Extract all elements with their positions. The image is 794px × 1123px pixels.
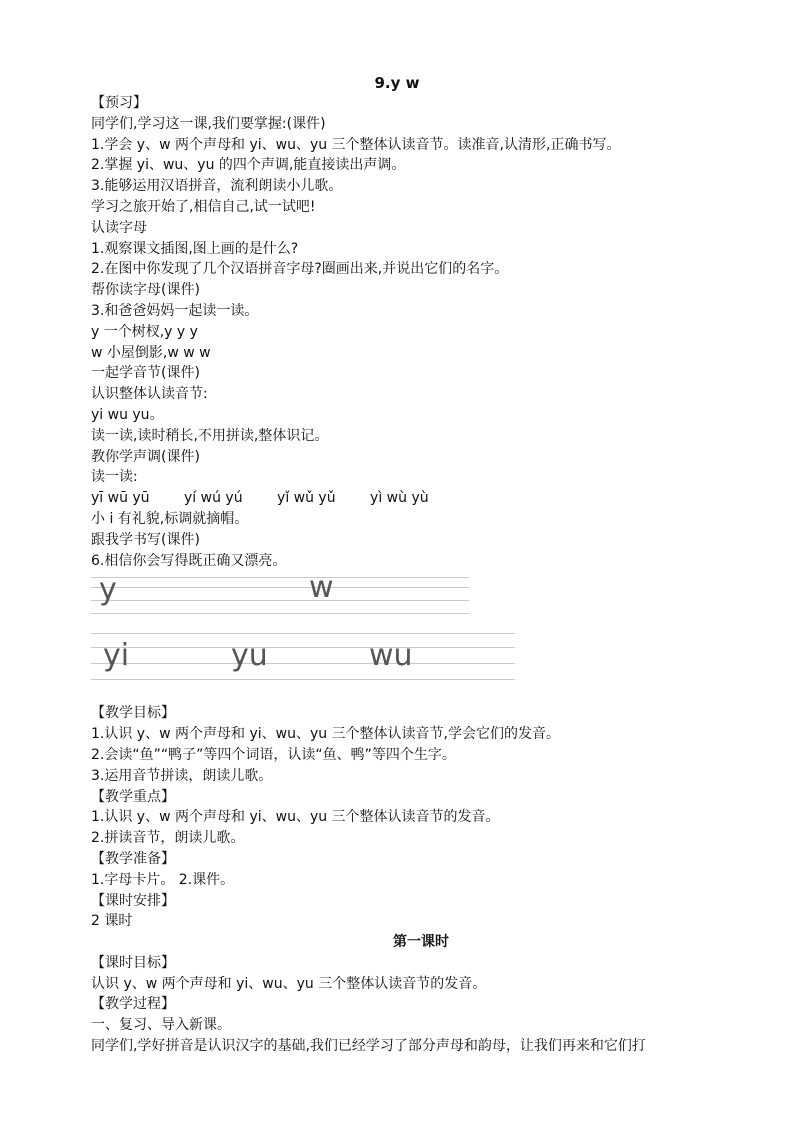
text-line: 2.掌握 yi、wu、yu 的四个声调,能直接读出声调。: [91, 157, 406, 174]
page-title: 9.y w: [374, 74, 420, 92]
text-line: 学习之旅开始了,相信自己,试一试吧!: [91, 198, 316, 215]
text-line: 2.在图中你发现了几个汉语拼音字母?圈画出来,并说出它们的名字。: [91, 261, 509, 278]
text-line: 读一读,读时稍长,不用拼读,整体识记。: [91, 427, 329, 444]
writing-grid-row-2: [91, 631, 515, 691]
text-line: 2.拼读音节，朗读儿歌。: [91, 830, 245, 847]
text-line: 【教学目标】: [91, 705, 175, 722]
text-line: 认识 y、w 两个声母和 yi、wu、yu 三个整体认读音节的发音。: [91, 975, 487, 992]
text-line: 6.相信你会写得既正确又漂亮。: [91, 552, 287, 569]
preview-section: [91, 93, 751, 488]
text-line: 【预习】: [91, 95, 147, 111]
teaching-plan-section: [91, 703, 751, 932]
text-line: 1.学会 y、w 两个声母和 yi、wu、yu 三个整体认读音节。读准音,认清形,正确书写。: [91, 136, 621, 153]
text-line: 【课时安排】: [91, 892, 175, 909]
writing-syllable: yi: [103, 638, 130, 674]
text-line: 教你学声调(课件): [91, 448, 200, 465]
writing-letter: y: [99, 572, 117, 608]
text-line: 同学们,学习这一课,我们要掌握:(课件): [91, 115, 326, 132]
writing-letter: w: [309, 570, 334, 606]
writing-syllable: yu: [231, 638, 268, 674]
text-line: 跟我学书写(课件): [91, 531, 200, 548]
text-line: 帮你读字母(课件): [91, 282, 200, 299]
text-line: 3.能够运用汉语拼音，流利朗读小儿歌。: [91, 178, 343, 195]
text-line: 1.字母卡片。 2.课件。: [91, 871, 235, 888]
text-line: 3.和爸爸妈妈一起读一读。: [91, 302, 259, 319]
text-line: 读一读:: [91, 469, 138, 486]
text-line: 1.认识 y、w 两个声母和 yi、wu、yu 三个整体认读音节,学会它们的发音。: [91, 726, 560, 743]
tone-group: yī wū yū: [91, 490, 150, 507]
text-line: 【课时目标】: [91, 954, 175, 971]
text-line: yi wu yu。: [91, 406, 164, 423]
text-line: 1.观察课文插图,图上画的是什么?: [91, 240, 299, 257]
text-line: 小 i 有礼貌,标调就摘帽。: [91, 510, 249, 527]
text-line: 2 课时: [91, 913, 133, 930]
text-line: 一、复习、导入新课。: [91, 1017, 231, 1034]
writing-syllable: wu: [369, 638, 413, 674]
text-line: y 一个树杈,y y y: [91, 323, 198, 340]
text-line: 3.运用音节拼读，朗读儿歌。: [91, 767, 273, 784]
text-line: 1.认识 y、w 两个声母和 yi、wu、yu 三个整体认读音节的发音。: [91, 809, 500, 826]
tone-practice-line: [91, 488, 751, 509]
text-line: 认识整体认读音节:: [91, 386, 208, 403]
lesson-section: [91, 953, 751, 1057]
text-line: 【教学过程】: [91, 996, 175, 1013]
handwriting-practice-image: [91, 570, 751, 701]
text-line: 一起学音节(课件): [91, 365, 200, 382]
text-line: 【教学准备】: [91, 850, 175, 867]
writing-intro: [91, 509, 751, 571]
document-body: [91, 93, 751, 1057]
text-line: 认读字母: [91, 219, 147, 236]
text-line: 同学们,学好拼音是认识汉字的基础,我们已经学习了部分声母和韵母，让我们再来和它们打: [91, 1038, 646, 1055]
tone-group: yǐ wǔ yǔ: [277, 490, 336, 507]
text-line: w 小屋倒影,w w w: [91, 344, 211, 361]
text-line: 2.会读“鱼”“鸭子”等四个词语，认读“鱼、鸭”等四个生字。: [91, 746, 456, 763]
tone-group: yì wù yù: [370, 490, 429, 507]
tone-group: yí wú yú: [184, 490, 243, 507]
writing-grid-row-1: [91, 570, 469, 619]
lesson-heading: 第一课时: [393, 934, 449, 951]
text-line: 【教学重点】: [91, 788, 175, 805]
